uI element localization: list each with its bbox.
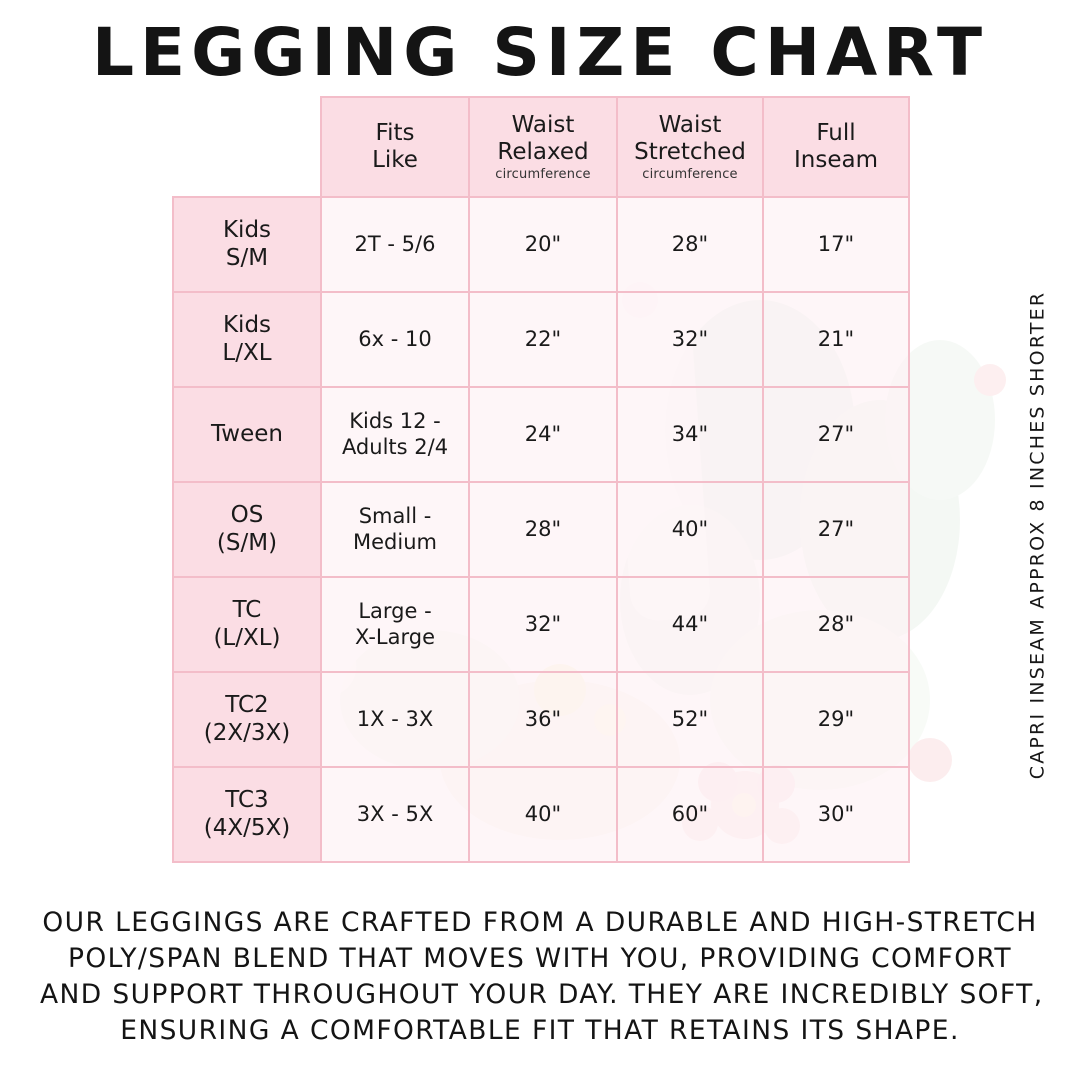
header-line-1: Fits bbox=[375, 119, 415, 146]
row-label-line-2: (2X/3X) bbox=[203, 719, 291, 746]
row-label-line-1: TC3 bbox=[225, 786, 269, 813]
cell-waist-relaxed: 28" bbox=[469, 482, 617, 577]
header-line-1: Full bbox=[816, 119, 856, 146]
footer-line-3: AND SUPPORT THROUGHOUT YOUR DAY. THEY ARE INCREDIBLY SOFT, bbox=[40, 979, 1044, 1011]
table-header bbox=[173, 97, 909, 197]
cell-line-1: Small - bbox=[358, 504, 432, 529]
cell-full-inseam: 27" bbox=[763, 387, 909, 482]
cell-line-1: 6x - 10 bbox=[358, 326, 432, 351]
cell-fits-like bbox=[321, 767, 469, 862]
header-line-2: Stretched bbox=[634, 138, 746, 165]
cell-line-1: 1X - 3X bbox=[356, 706, 434, 731]
row-label-tc2 bbox=[173, 672, 321, 767]
footer-line-4: ENSURING A COMFORTABLE FIT THAT RETAINS ITS SHAPE. bbox=[120, 1015, 960, 1047]
row-label-line-2: L/XL bbox=[222, 339, 272, 366]
row-label-kids-lxl bbox=[173, 292, 321, 387]
cell-waist-stretched: 40" bbox=[617, 482, 763, 577]
cell-full-inseam: 17" bbox=[763, 197, 909, 292]
cell-waist-stretched: 52" bbox=[617, 672, 763, 767]
header-line-1: Waist bbox=[658, 111, 722, 138]
capri-inseam-note bbox=[1020, 255, 1054, 815]
row-label-line-2: (S/M) bbox=[216, 529, 278, 556]
row-label-line-2: S/M bbox=[225, 244, 269, 271]
cell-line-1: 2T - 5/6 bbox=[354, 231, 436, 256]
cell-line-1: Large - bbox=[358, 599, 432, 624]
row-label-line-1: OS bbox=[230, 501, 264, 528]
table-row bbox=[173, 292, 909, 387]
cell-waist-relaxed: 22" bbox=[469, 292, 617, 387]
table-row bbox=[173, 482, 909, 577]
cell-fits-like bbox=[321, 387, 469, 482]
footer-description bbox=[40, 905, 1044, 1049]
row-label-line-2: (4X/5X) bbox=[203, 814, 291, 841]
table-row bbox=[173, 577, 909, 672]
table-body bbox=[173, 197, 909, 862]
cell-full-inseam: 30" bbox=[763, 767, 909, 862]
cell-waist-stretched: 44" bbox=[617, 577, 763, 672]
cell-full-inseam: 28" bbox=[763, 577, 909, 672]
cell-waist-relaxed: 32" bbox=[469, 577, 617, 672]
cell-line-1: 3X - 5X bbox=[356, 801, 434, 826]
cell-waist-relaxed: 40" bbox=[469, 767, 617, 862]
row-label-line-1: Kids bbox=[222, 216, 272, 243]
row-label-tc3 bbox=[173, 767, 321, 862]
header-line-2: Like bbox=[372, 147, 418, 173]
cell-line-2: Adults 2/4 bbox=[341, 434, 449, 459]
cell-line-1: Kids 12 - bbox=[349, 409, 441, 434]
column-header-full-inseam bbox=[763, 97, 909, 197]
capri-inseam-note-text: CAPRI INSEAM APPROX 8 INCHES SHORTER bbox=[1026, 290, 1048, 780]
cell-fits-like bbox=[321, 197, 469, 292]
row-label-tc bbox=[173, 577, 321, 672]
table-row bbox=[173, 387, 909, 482]
table-row bbox=[173, 672, 909, 767]
header-line-2: Relaxed bbox=[497, 138, 589, 165]
column-header-waist-relaxed bbox=[469, 97, 617, 197]
row-label-os bbox=[173, 482, 321, 577]
page-title: LEGGING SIZE CHART bbox=[91, 14, 989, 91]
cell-fits-like bbox=[321, 292, 469, 387]
cell-full-inseam: 29" bbox=[763, 672, 909, 767]
cell-waist-relaxed: 20" bbox=[469, 197, 617, 292]
cell-fits-like bbox=[321, 482, 469, 577]
row-label-line-2: (L/XL) bbox=[213, 624, 281, 651]
row-label-tween bbox=[173, 387, 321, 482]
footer-line-2: POLY/SPAN BLEND THAT MOVES WITH YOU, PROVIDING COMFORT bbox=[68, 943, 1012, 975]
row-label-line-1: TC bbox=[232, 596, 262, 623]
cell-waist-relaxed: 36" bbox=[469, 672, 617, 767]
cell-line-2: X-Large bbox=[354, 624, 435, 649]
header-line-2: Inseam bbox=[794, 147, 878, 173]
table-corner-cell bbox=[173, 97, 321, 197]
row-label-line-1: Kids bbox=[222, 311, 272, 338]
cell-fits-like bbox=[321, 672, 469, 767]
column-header-waist-stretched bbox=[617, 97, 763, 197]
header-line-1: Waist bbox=[511, 111, 575, 138]
cell-fits-like bbox=[321, 577, 469, 672]
footer-line-1: OUR LEGGINGS ARE CRAFTED FROM A DURABLE AND HIGH-STRETCH bbox=[42, 907, 1038, 938]
row-label-line-1: TC2 bbox=[225, 691, 269, 718]
cell-line-2: Medium bbox=[353, 529, 437, 554]
table-header-row bbox=[173, 97, 909, 197]
table-row bbox=[173, 197, 909, 292]
header-subtext: circumference bbox=[495, 166, 591, 182]
size-chart-table bbox=[172, 96, 910, 863]
size-chart-table-wrapper bbox=[172, 96, 908, 863]
column-header-fits-like bbox=[321, 97, 469, 197]
cell-waist-stretched: 32" bbox=[617, 292, 763, 387]
table-row bbox=[173, 767, 909, 862]
cell-full-inseam: 27" bbox=[763, 482, 909, 577]
cell-full-inseam: 21" bbox=[763, 292, 909, 387]
cell-waist-stretched: 28" bbox=[617, 197, 763, 292]
row-label-line-1: Tween bbox=[211, 420, 283, 447]
cell-waist-stretched: 60" bbox=[617, 767, 763, 862]
row-label-kids-sm bbox=[173, 197, 321, 292]
cell-waist-relaxed: 24" bbox=[469, 387, 617, 482]
cell-waist-stretched: 34" bbox=[617, 387, 763, 482]
header-subtext: circumference bbox=[642, 166, 738, 182]
